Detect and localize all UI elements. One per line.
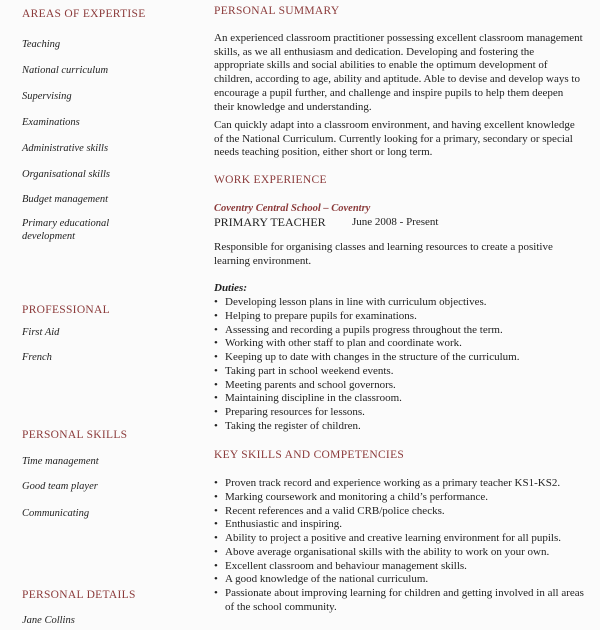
personal-skill-item: Communicating — [22, 508, 90, 519]
personal-skills-heading: PERSONAL SKILLS — [22, 429, 128, 441]
skill-item: • A good knowledge of the national curriculum. — [214, 573, 594, 587]
personal-details-heading: PERSONAL DETAILS — [22, 589, 136, 601]
professional-heading: PROFESSIONAL — [22, 304, 110, 316]
key-skills-heading: KEY SKILLS AND COMPETENCIES — [214, 449, 405, 461]
summary-paragraph: Can quickly adapt into a classroom environment, and having excellent knowledge of the National Curriculum. Currently looking for a primary, secondary or special needs teaching position, either short or long term. — [214, 119, 575, 159]
skill-item: • Passionate about improving learning for children and getting involved in all areas of the school community. — [214, 587, 594, 615]
duty-item: • Assessing and recording a pupils progress throughout the term. — [214, 324, 586, 338]
duty-item: • Maintaining discipline in the classroom. — [214, 392, 586, 406]
expertise-item: Administrative skills — [22, 143, 109, 154]
duty-item: • Taking part in school weekend events. — [214, 365, 586, 379]
duty-item: • Meeting parents and school governors. — [214, 379, 586, 393]
skill-item: • Above average organisational skills with the ability to work on your own. — [214, 546, 594, 560]
personal-skill-item: Good team player — [22, 481, 98, 492]
duty-item: • Helping to prepare pupils for examinations. — [214, 310, 586, 324]
areas-of-expertise-heading: AREAS OF EXPERTISE — [22, 8, 146, 20]
personal-skill-item: Time management — [22, 456, 99, 467]
personal-summary-heading: PERSONAL SUMMARY — [214, 5, 340, 17]
duties-label: Duties: — [214, 282, 248, 294]
work-experience-heading: WORK EXPERIENCE — [214, 174, 327, 186]
key-skills-list — [214, 477, 594, 615]
duty-item: • Taking the register of children. — [214, 420, 586, 434]
duty-item: • Preparing resources for lessons. — [214, 406, 586, 420]
personal-detail-name: Jane Collins — [22, 615, 75, 626]
expertise-item: Teaching — [22, 39, 61, 50]
expertise-item: Examinations — [22, 117, 80, 128]
skill-item: • Enthusiastic and inspiring. — [214, 518, 594, 532]
skill-item: • Ability to project a positive and creative learning environment for all pupils. — [214, 532, 594, 546]
expertise-item: National curriculum — [22, 65, 109, 76]
duty-item: • Developing lesson plans in line with curriculum objectives. — [214, 296, 586, 310]
duty-item: • Working with other staff to plan and coordinate work. — [214, 337, 586, 351]
skill-item: • Recent references and a valid CRB/police checks. — [214, 505, 594, 519]
expertise-item: Budget management — [22, 194, 109, 205]
skill-item: • Excellent classroom and behaviour management skills. — [214, 560, 594, 574]
professional-item: French — [22, 352, 52, 363]
job-dates: June 2008 - Present — [352, 216, 439, 228]
professional-item: First Aid — [22, 327, 60, 338]
skill-item: • Proven track record and experience working as a primary teacher KS1-KS2. — [214, 477, 594, 491]
duty-item: • Keeping up to date with changes in the structure of the curriculum. — [214, 351, 586, 365]
duties-label-text: Duties — [214, 282, 244, 294]
expertise-item: Supervising — [22, 91, 72, 102]
expertise-item: Primary educational development — [22, 218, 110, 242]
job-description: Responsible for organising classes and learning resources to create a positive learning environment. — [214, 241, 553, 267]
job-title: PRIMARY TEACHER — [214, 215, 326, 229]
duties-list — [214, 296, 586, 434]
employer: Coventry Central School – Coventry — [214, 203, 371, 214]
summary-paragraph: An experienced classroom practitioner possessing excellent classroom management skills, as we all enthusiasm and dedication. Developing and fostering the appropriate skills and social abilities to enable the optimum development of children, according to age, ability and aptitude. Able to devise and develop ways to encourage a pupil further, and challenge and inspire pupils to help them deepen their knowledge and understanding. — [214, 32, 583, 113]
skill-item: • Marking coursework and monitoring a child’s performance. — [214, 491, 594, 505]
expertise-item: Organisational skills — [22, 169, 110, 180]
